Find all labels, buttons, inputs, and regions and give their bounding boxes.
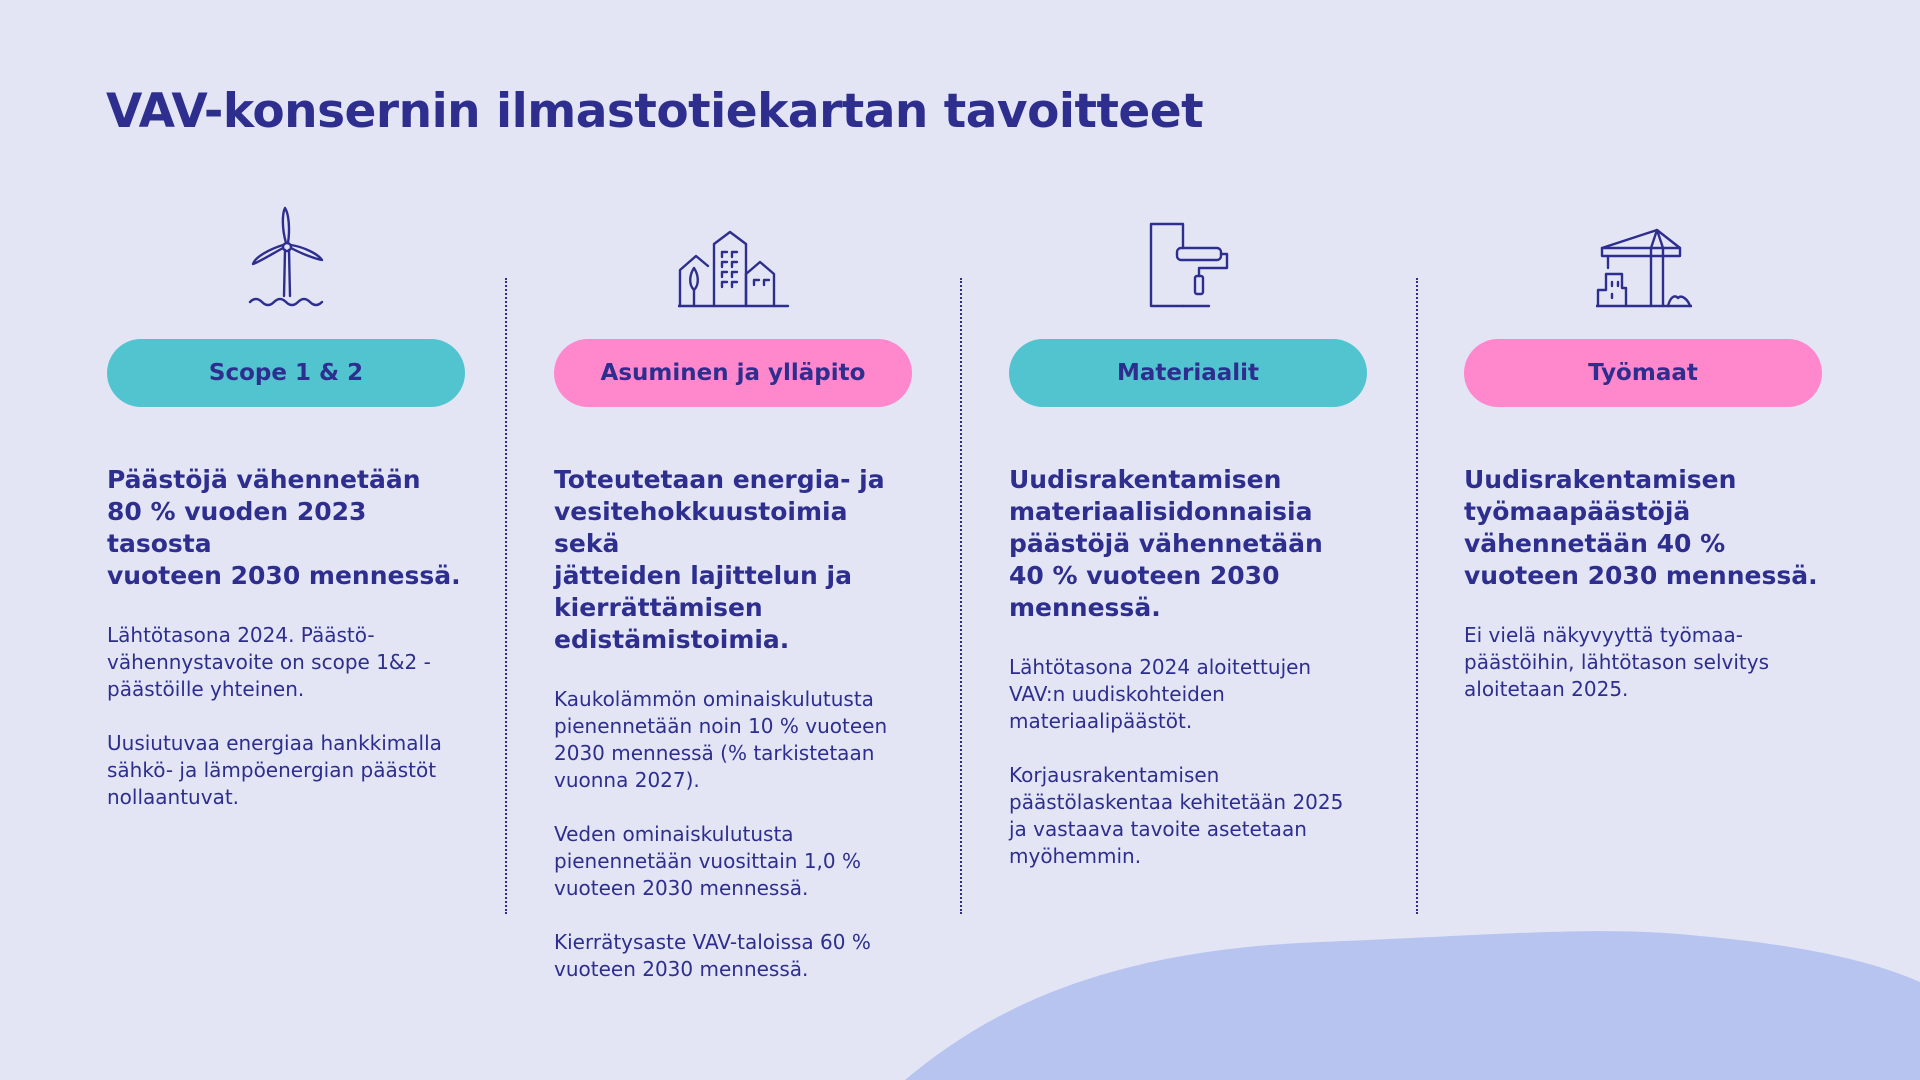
page-title: VAV-konsernin ilmastotiekartan tavoitteet — [106, 84, 1204, 139]
column-divider — [960, 278, 962, 914]
column-body — [1464, 622, 1824, 703]
body-paragraph: Kierrätysaste VAV-taloissa 60 % vuoteen 2030 mennessä. — [554, 930, 871, 981]
column-lead-text: Päästöjä vähennetään 80 % vuoden 2023 tasosta vuoteen 2030 mennessä. — [107, 465, 461, 590]
construction-crane-icon — [1596, 228, 1692, 308]
body-paragraph: Korjausrakentamisen päästölaskentaa kehitetään 2025 ja vastaava tavoite asetetaan myöhemmin. — [1009, 763, 1344, 868]
category-pill-asuminen: Asuminen ja ylläpito — [554, 339, 912, 407]
body-paragraph: Kaukolämmön ominaiskulutusta pienennetään noin 10 % vuoteen 2030 mennessä (% tarkistetaan vuonna 2027). — [554, 687, 888, 792]
column-divider — [1416, 278, 1418, 914]
category-pill-tyomaat: Työmaat — [1464, 339, 1822, 407]
wind-turbine-icon — [242, 204, 332, 308]
body-paragraph: Lähtötasona 2024. Päästö- vähennystavoite on scope 1&2 - päästöille yhteinen. — [107, 623, 431, 701]
category-pill-scope: Scope 1 & 2 — [107, 339, 465, 407]
column-body — [107, 622, 467, 811]
body-paragraph: Lähtötasona 2024 aloitettujen VAV:n uudiskohteiden materiaalipäästöt. — [1009, 655, 1312, 733]
column-scope — [107, 200, 467, 838]
paint-roller-icon — [1149, 222, 1229, 308]
body-paragraph: Uusiutuvaa energiaa hankkimalla sähkö- ja lämpöenergian päästöt nollaantuvat. — [107, 731, 442, 809]
column-body — [1009, 654, 1369, 870]
column-lead-text: Toteutetaan energia- ja vesitehokkuustoimia sekä jätteiden lajittelun ja kierrättämisen edistämistoimia. — [554, 465, 885, 654]
buildings-icon — [678, 230, 790, 308]
column-lead-text: Uudisrakentamisen materiaalisidonnaisia päästöjä vähennetään 40 % vuoteen 2030 mennessä. — [1009, 465, 1323, 622]
body-paragraph: Veden ominaiskulutusta pienennetään vuosittain 1,0 % vuoteen 2030 mennessä. — [554, 822, 862, 900]
column-materiaalit — [1009, 200, 1369, 897]
category-pill-materiaalit: Materiaalit — [1009, 339, 1367, 407]
column-divider — [505, 278, 507, 914]
column-lead-text: Uudisrakentamisen työmaapäästöjä vähennetään 40 % vuoteen 2030 mennessä. — [1464, 465, 1818, 590]
column-body — [554, 686, 914, 983]
column-tyomaat — [1464, 200, 1824, 730]
column-asuminen — [554, 200, 914, 1010]
body-paragraph: Ei vielä näkyvyyttä työmaa- päästöihin, lähtötason selvitys aloitetaan 2025. — [1464, 623, 1770, 701]
